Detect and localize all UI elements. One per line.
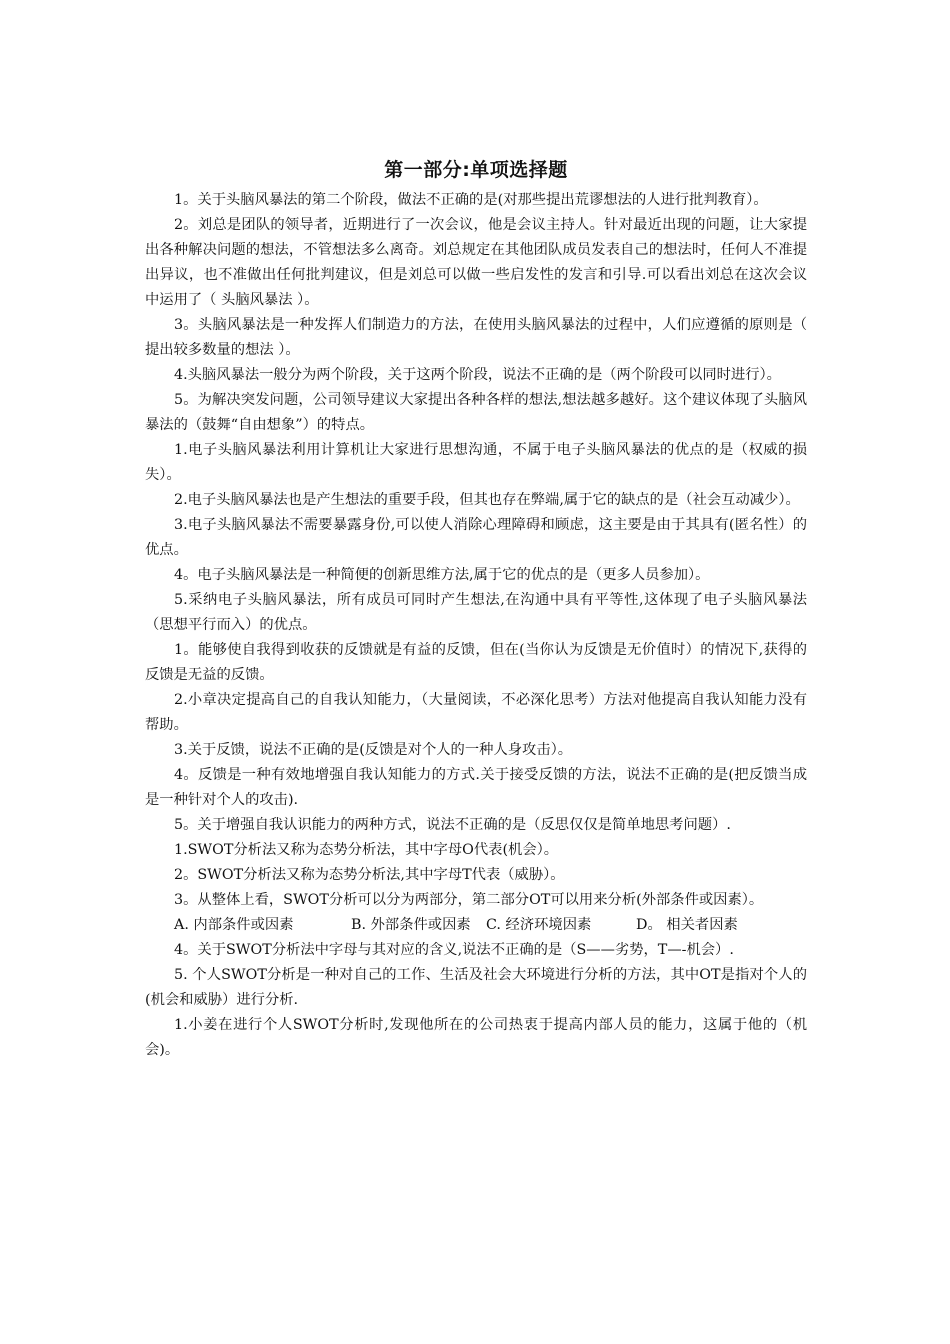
question-paragraph: 2.小章决定提高自己的自我认知能力，（大量阅读，不必深化思考）方法对他提高自我认知能力没有帮助。 bbox=[145, 692, 807, 733]
question-paragraph: 4。反馈是一种有效地增强自我认知能力的方式.关于接受反馈的方法，说法不正确的是(把反馈当成是一种针对个人的攻击). bbox=[145, 767, 807, 808]
question-paragraph: 2.电子头脑风暴法也是产生想法的重要手段，但其也存在弊端,属于它的缺点的是（社会互动减少）。 bbox=[174, 492, 800, 508]
question-paragraph: 1.小姜在进行个人SWOT分析时,发现他所在的公司热衷于提高内部人员的能力，这属于他的（机会)。 bbox=[145, 1017, 807, 1058]
option-b: B. 外部条件或因素 bbox=[351, 917, 471, 933]
question-paragraph: 5.采纳电子头脑风暴法，所有成员可同时产生想法,在沟通中具有平等性,这体现了电子头脑风暴法（思想平行而入）的优点。 bbox=[145, 592, 807, 633]
question-paragraph: 5。关于增强自我认识能力的两种方式，说法不正确的是（反思仅仅是简单地思考问题）. bbox=[174, 817, 731, 833]
question-paragraph: 4。关于SWOT分析法中字母与其对应的含义,说法不正确的是（S——劣势，T—-机会）. bbox=[174, 942, 734, 958]
answer-options-row bbox=[145, 913, 807, 938]
option-c: C. 经济环境因素 bbox=[486, 917, 592, 933]
question-paragraph: 2。刘总是团队的领导者，近期进行了一次会议，他是会议主持人。针对最近出现的问题，让大家提出各种解决问题的想法，不管想法多么离奇。刘总规定在其他团队成员发表自己的想法时，任何人不准提出异议，也不准做出任何批判建议，但是刘总可以做一些启发性的发言和引导.可以看出刘总在这次会议中运用了（ 头脑风暴法 ）。 bbox=[145, 217, 807, 308]
question-paragraph: 2。SWOT分析法又称为态势分析法,其中字母T代表（威胁）。 bbox=[174, 867, 565, 883]
page-title: 第一部分:单项选择题 bbox=[384, 159, 568, 181]
question-paragraph: 5. 个人SWOT分析是一种对自己的工作、生活及社会大环境进行分析的方法，其中OT是指对个人的(机会和威胁）进行分析. bbox=[145, 967, 807, 1008]
question-paragraph: 3。头脑风暴法是一种发挥人们制造力的方法，在使用头脑风暴法的过程中，人们应遵循的原则是（ 提出较多数量的想法 ）。 bbox=[145, 317, 807, 358]
question-paragraph: 3.电子头脑风暴法不需要暴露身份,可以使人消除心理障碍和顾虑，这主要是由于其具有(匿名性）的优点。 bbox=[145, 517, 807, 558]
question-paragraph: 3.关于反馈，说法不正确的是(反馈是对个人的一种人身攻击）。 bbox=[174, 742, 573, 758]
question-paragraph: 1。能够使自我得到收获的反馈就是有益的反馈，但在(当你认为反馈是无价值时）的情况下,获得的反馈是无益的反馈。 bbox=[145, 642, 807, 683]
question-paragraph: 5。为解决突发问题，公司领导建议大家提出各种各样的想法,想法越多越好。这个建议体现了头脑风暴法的（鼓舞“自由想象”）的特点。 bbox=[145, 392, 807, 433]
option-d: D。 相关者因素 bbox=[636, 917, 738, 933]
question-paragraph: 3。从整体上看，SWOT分析可以分为两部分，第二部分OT可以用来分析(外部条件或因素）。 bbox=[174, 892, 764, 908]
option-a: A. 内部条件或因素 bbox=[174, 917, 294, 933]
question-paragraph: 4。电子头脑风暴法是一种简便的创新思维方法,属于它的优点的是（更多人员参加）。 bbox=[174, 567, 710, 583]
question-paragraph: 1.电子头脑风暴法利用计算机让大家进行思想沟通，不属于电子头脑风暴法的优点的是（权威的损失）。 bbox=[145, 442, 807, 483]
question-paragraph: 4.头脑风暴法一般分为两个阶段，关于这两个阶段，说法不正确的是（两个阶段可以同时进行）。 bbox=[174, 367, 781, 383]
question-paragraph: 1。关于头脑风暴法的第二个阶段，做法不正确的是(对那些提出荒谬想法的人进行批判教育）。 bbox=[174, 192, 768, 208]
question-paragraph: 1.SWOT分析法又称为态势分析法，其中字母O代表(机会）。 bbox=[174, 842, 559, 858]
document-body bbox=[145, 157, 807, 1063]
